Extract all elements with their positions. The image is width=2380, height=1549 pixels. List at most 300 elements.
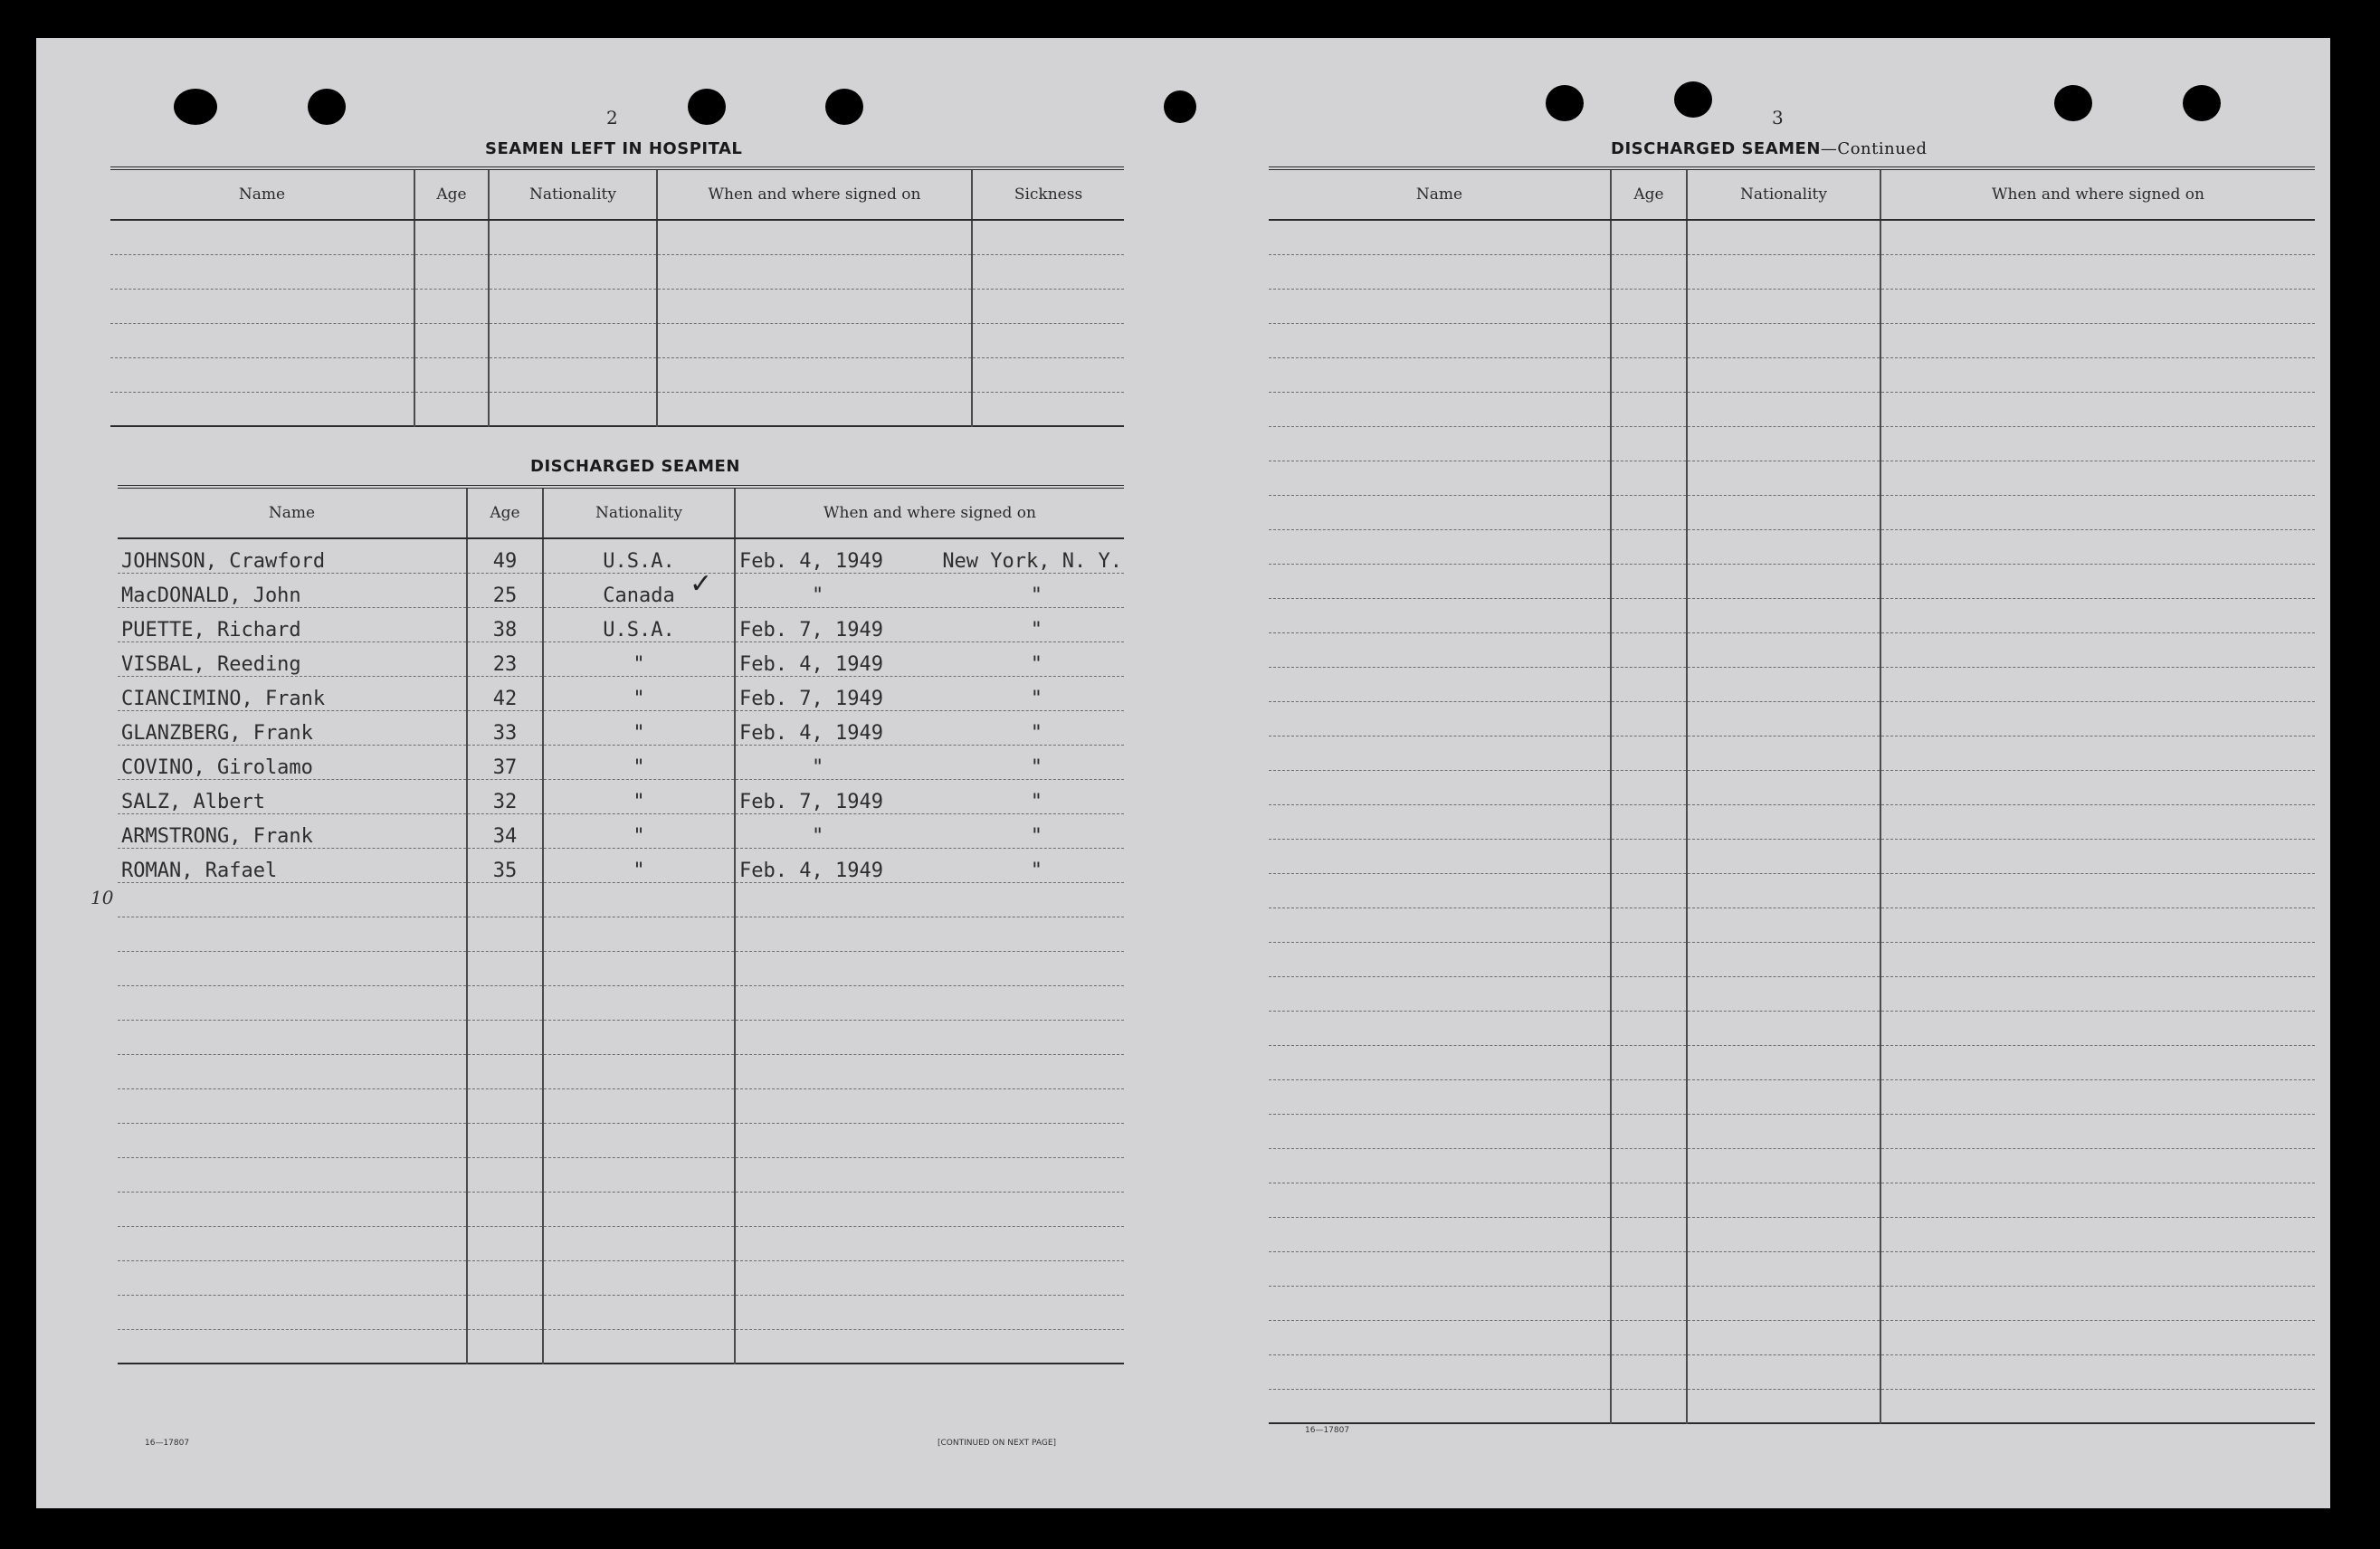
blank-cell bbox=[1687, 220, 1880, 254]
blank-cell bbox=[1880, 1079, 2315, 1114]
column-header-nationality: Nationality bbox=[489, 168, 657, 220]
blank-cell bbox=[1611, 1217, 1687, 1251]
seaman-name: GLANZBERG, Frank bbox=[118, 710, 467, 745]
seaman-age: 37 bbox=[467, 745, 543, 779]
seaman-age: 42 bbox=[467, 676, 543, 710]
blank-cell bbox=[1880, 1045, 2315, 1079]
blank-cell bbox=[1269, 220, 1611, 254]
discharged-table bbox=[118, 485, 1124, 1364]
seaman-nationality: " bbox=[543, 848, 735, 882]
signed-on-cell bbox=[735, 607, 1124, 641]
blank-cell bbox=[1611, 804, 1687, 839]
paper-sheet bbox=[36, 38, 2330, 1508]
check-mark-icon: ✓ bbox=[690, 568, 713, 600]
blank-cell bbox=[1687, 1354, 1880, 1389]
punch-hole bbox=[2054, 85, 2092, 121]
column-header-age: Age bbox=[1611, 168, 1687, 220]
blank-cell bbox=[467, 1020, 543, 1054]
seaman-age: 38 bbox=[467, 607, 543, 641]
blank-cell bbox=[1687, 323, 1880, 357]
blank-cell bbox=[414, 220, 489, 254]
blank-cell bbox=[1687, 426, 1880, 461]
blank-cell bbox=[467, 1295, 543, 1329]
seaman-nationality: " bbox=[543, 641, 735, 676]
blank-cell bbox=[1687, 254, 1880, 289]
blank-cell bbox=[118, 1295, 467, 1329]
blank-cell bbox=[1611, 1320, 1687, 1354]
blank-cell bbox=[1269, 357, 1611, 392]
table-row bbox=[1269, 1148, 2315, 1183]
blank-cell bbox=[1269, 736, 1611, 770]
blank-cell bbox=[1687, 1011, 1880, 1045]
blank-cell bbox=[543, 1088, 735, 1123]
blank-cell bbox=[1611, 357, 1687, 392]
blank-cell bbox=[1880, 736, 2315, 770]
table-row bbox=[110, 289, 1124, 323]
blank-cell bbox=[1269, 804, 1611, 839]
blank-cell bbox=[972, 323, 1124, 357]
blank-cell bbox=[543, 1260, 735, 1295]
blank-cell bbox=[1269, 323, 1611, 357]
table-row bbox=[110, 220, 1124, 254]
blank-cell bbox=[118, 1260, 467, 1295]
blank-cell bbox=[1611, 529, 1687, 564]
signed-on-date: Feb. 4, 1949 bbox=[739, 549, 883, 573]
blank-cell bbox=[1880, 1011, 2315, 1045]
blank-cell bbox=[543, 1226, 735, 1260]
seaman-name: CIANCIMINO, Frank bbox=[118, 676, 467, 710]
blank-cell bbox=[118, 882, 467, 917]
seaman-age: 49 bbox=[467, 538, 543, 573]
blank-cell bbox=[110, 220, 414, 254]
blank-cell bbox=[414, 323, 489, 357]
blank-cell bbox=[489, 357, 657, 392]
signed-on-date: " bbox=[812, 824, 824, 848]
blank-cell bbox=[1611, 495, 1687, 529]
discharged-section-title: DISCHARGED SEAMEN bbox=[530, 457, 740, 476]
blank-cell bbox=[1880, 1354, 2315, 1389]
blank-cell bbox=[1880, 873, 2315, 908]
blank-cell bbox=[489, 220, 657, 254]
blank-cell bbox=[1611, 220, 1687, 254]
blank-cell bbox=[414, 357, 489, 392]
blank-cell bbox=[118, 985, 467, 1020]
blank-cell bbox=[118, 1088, 467, 1123]
column-header-age: Age bbox=[414, 168, 489, 220]
blank-cell bbox=[735, 1157, 1124, 1192]
blank-cell bbox=[1611, 632, 1687, 667]
seaman-nationality: " bbox=[543, 676, 735, 710]
punch-hole bbox=[1674, 81, 1712, 118]
signed-on-date: " bbox=[812, 755, 824, 779]
table-row bbox=[118, 985, 1124, 1020]
table-row bbox=[1269, 1114, 2315, 1148]
blank-cell bbox=[1269, 598, 1611, 632]
blank-cell bbox=[1880, 770, 2315, 804]
blank-cell bbox=[735, 951, 1124, 985]
blank-cell bbox=[110, 392, 414, 426]
blank-cell bbox=[1880, 1389, 2315, 1423]
blank-cell bbox=[1687, 1251, 1880, 1286]
blank-cell bbox=[1611, 564, 1687, 598]
table-row bbox=[118, 573, 1124, 607]
blank-cell bbox=[1880, 632, 2315, 667]
signed-on-place: " bbox=[1030, 755, 1042, 779]
blank-cell bbox=[657, 357, 972, 392]
blank-cell bbox=[1880, 1148, 2315, 1183]
column-header-sickness: Sickness bbox=[972, 168, 1124, 220]
table-row bbox=[1269, 1183, 2315, 1217]
blank-cell bbox=[1880, 220, 2315, 254]
blank-cell bbox=[1880, 667, 2315, 701]
continued-table bbox=[1269, 166, 2315, 1424]
signed-on-date: Feb. 4, 1949 bbox=[739, 652, 883, 676]
blank-cell bbox=[1687, 1389, 1880, 1423]
seaman-age: 34 bbox=[467, 813, 543, 848]
blank-cell bbox=[1611, 1251, 1687, 1286]
blank-cell bbox=[1611, 770, 1687, 804]
table-row bbox=[1269, 495, 2315, 529]
table-row bbox=[1269, 839, 2315, 873]
table-row bbox=[1269, 1011, 2315, 1045]
blank-cell bbox=[1687, 839, 1880, 873]
blank-cell bbox=[1611, 976, 1687, 1011]
blank-cell bbox=[1687, 804, 1880, 839]
table-row bbox=[118, 1329, 1124, 1364]
blank-cell bbox=[1687, 873, 1880, 908]
blank-cell bbox=[414, 392, 489, 426]
continued-section-title bbox=[1611, 139, 1927, 158]
blank-cell bbox=[657, 254, 972, 289]
blank-cell bbox=[1687, 1079, 1880, 1114]
blank-cell bbox=[467, 1157, 543, 1192]
blank-cell bbox=[1611, 1183, 1687, 1217]
signed-on-cell bbox=[735, 641, 1124, 676]
blank-cell bbox=[1269, 1045, 1611, 1079]
blank-cell bbox=[1269, 1217, 1611, 1251]
blank-cell bbox=[1687, 564, 1880, 598]
blank-cell bbox=[1687, 976, 1880, 1011]
table-row bbox=[1269, 1389, 2315, 1423]
table-row bbox=[1269, 564, 2315, 598]
blank-cell bbox=[1687, 701, 1880, 736]
blank-cell bbox=[1611, 1389, 1687, 1423]
seaman-name: ROMAN, Rafael bbox=[118, 848, 467, 882]
column-header-name: Name bbox=[1269, 168, 1611, 220]
seaman-name: COVINO, Girolamo bbox=[118, 745, 467, 779]
hospital-table-header bbox=[110, 168, 1124, 220]
blank-cell bbox=[543, 951, 735, 985]
blank-cell bbox=[1880, 839, 2315, 873]
signed-on-place: New York, N. Y. bbox=[942, 549, 1122, 573]
punch-hole bbox=[174, 89, 217, 125]
seaman-age: 25 bbox=[467, 573, 543, 607]
signed-on-place: " bbox=[1030, 859, 1042, 882]
signed-on-place: " bbox=[1030, 790, 1042, 813]
seaman-name: SALZ, Albert bbox=[118, 779, 467, 813]
table-row bbox=[110, 254, 1124, 289]
column-header-age: Age bbox=[467, 487, 543, 538]
table-row bbox=[1269, 976, 2315, 1011]
signed-on-cell bbox=[735, 848, 1124, 882]
blank-cell bbox=[1269, 1389, 1611, 1423]
column-header-signed-on: When and where signed on bbox=[735, 487, 1124, 538]
blank-cell bbox=[735, 1088, 1124, 1123]
table-row bbox=[118, 813, 1124, 848]
blank-cell bbox=[1880, 1217, 2315, 1251]
table-row bbox=[1269, 426, 2315, 461]
table-row bbox=[110, 392, 1124, 426]
blank-cell bbox=[118, 951, 467, 985]
table-row bbox=[118, 951, 1124, 985]
blank-cell bbox=[972, 357, 1124, 392]
signed-on-cell bbox=[735, 676, 1124, 710]
blank-cell bbox=[735, 1295, 1124, 1329]
blank-cell bbox=[1269, 529, 1611, 564]
blank-cell bbox=[1687, 632, 1880, 667]
seaman-name: VISBAL, Reeding bbox=[118, 641, 467, 676]
signed-on-cell bbox=[735, 573, 1124, 607]
signed-on-place: " bbox=[1030, 584, 1042, 607]
table-row bbox=[110, 357, 1124, 392]
seaman-name: MacDONALD, John bbox=[118, 573, 467, 607]
blank-cell bbox=[1880, 357, 2315, 392]
table-row bbox=[1269, 598, 2315, 632]
blank-cell bbox=[1687, 770, 1880, 804]
signed-on-cell bbox=[735, 745, 1124, 779]
blank-cell bbox=[1269, 873, 1611, 908]
blank-cell bbox=[1880, 942, 2315, 976]
blank-cell bbox=[543, 917, 735, 951]
blank-cell bbox=[1269, 976, 1611, 1011]
table-row bbox=[118, 882, 1124, 917]
table-row bbox=[1269, 873, 2315, 908]
blank-cell bbox=[735, 1329, 1124, 1364]
blank-cell bbox=[1269, 770, 1611, 804]
blank-cell bbox=[1880, 564, 2315, 598]
punch-hole bbox=[1546, 85, 1584, 121]
blank-cell bbox=[118, 1226, 467, 1260]
table-row bbox=[118, 1123, 1124, 1157]
blank-cell bbox=[467, 1260, 543, 1295]
blank-cell bbox=[1880, 254, 2315, 289]
blank-cell bbox=[110, 254, 414, 289]
seaman-nationality: U.S.A. bbox=[543, 538, 735, 573]
table-row bbox=[118, 1226, 1124, 1260]
column-header-name: Name bbox=[118, 487, 467, 538]
blank-cell bbox=[1880, 1251, 2315, 1286]
seaman-nationality: " bbox=[543, 779, 735, 813]
blank-cell bbox=[735, 985, 1124, 1020]
seaman-name: JOHNSON, Crawford bbox=[118, 538, 467, 573]
table-row bbox=[118, 538, 1124, 573]
table-row bbox=[118, 745, 1124, 779]
blank-cell bbox=[1611, 839, 1687, 873]
blank-cell bbox=[1880, 1286, 2315, 1320]
table-row bbox=[1269, 1217, 2315, 1251]
blank-cell bbox=[1687, 942, 1880, 976]
blank-cell bbox=[543, 1123, 735, 1157]
blank-cell bbox=[1880, 976, 2315, 1011]
blank-cell bbox=[1611, 701, 1687, 736]
blank-cell bbox=[543, 1157, 735, 1192]
table-row bbox=[110, 323, 1124, 357]
blank-cell bbox=[489, 289, 657, 323]
blank-cell bbox=[1687, 1183, 1880, 1217]
blank-cell bbox=[1687, 667, 1880, 701]
blank-cell bbox=[657, 289, 972, 323]
continued-table-header bbox=[1269, 168, 2315, 220]
blank-cell bbox=[1880, 908, 2315, 942]
blank-cell bbox=[110, 323, 414, 357]
blank-cell bbox=[1611, 1079, 1687, 1114]
blank-cell bbox=[1687, 357, 1880, 392]
blank-cell bbox=[543, 1020, 735, 1054]
blank-cell bbox=[1269, 942, 1611, 976]
blank-cell bbox=[1269, 1148, 1611, 1183]
blank-cell bbox=[1880, 529, 2315, 564]
blank-cell bbox=[1269, 1183, 1611, 1217]
signed-on-date: Feb. 4, 1949 bbox=[739, 721, 883, 745]
table-row bbox=[118, 917, 1124, 951]
blank-cell bbox=[118, 1123, 467, 1157]
table-row bbox=[1269, 942, 2315, 976]
table-row bbox=[1269, 770, 2315, 804]
blank-cell bbox=[1687, 392, 1880, 426]
blank-cell bbox=[467, 1329, 543, 1364]
blank-cell bbox=[1687, 1045, 1880, 1079]
table-row bbox=[118, 676, 1124, 710]
blank-cell bbox=[657, 323, 972, 357]
signed-on-cell bbox=[735, 813, 1124, 848]
blank-cell bbox=[467, 1088, 543, 1123]
blank-cell bbox=[1269, 1354, 1611, 1389]
blank-cell bbox=[735, 882, 1124, 917]
blank-cell bbox=[1269, 1320, 1611, 1354]
blank-cell bbox=[1269, 392, 1611, 426]
table-row bbox=[1269, 1079, 2315, 1114]
table-row bbox=[1269, 289, 2315, 323]
blank-cell bbox=[735, 1123, 1124, 1157]
blank-cell bbox=[1880, 1320, 2315, 1354]
blank-cell bbox=[1687, 598, 1880, 632]
blank-cell bbox=[1687, 1320, 1880, 1354]
blank-cell bbox=[1687, 289, 1880, 323]
blank-cell bbox=[467, 951, 543, 985]
seaman-age: 35 bbox=[467, 848, 543, 882]
blank-cell bbox=[1687, 736, 1880, 770]
blank-cell bbox=[972, 392, 1124, 426]
blank-cell bbox=[1269, 461, 1611, 495]
seaman-age: 33 bbox=[467, 710, 543, 745]
table-row bbox=[1269, 461, 2315, 495]
blank-cell bbox=[414, 254, 489, 289]
blank-cell bbox=[1880, 495, 2315, 529]
blank-cell bbox=[735, 917, 1124, 951]
column-header-signed-on: When and where signed on bbox=[1880, 168, 2315, 220]
signed-on-place: " bbox=[1030, 721, 1042, 745]
signed-on-place: " bbox=[1030, 652, 1042, 676]
blank-cell bbox=[489, 323, 657, 357]
blank-cell bbox=[489, 392, 657, 426]
blank-cell bbox=[414, 289, 489, 323]
table-row bbox=[1269, 357, 2315, 392]
blank-cell bbox=[657, 392, 972, 426]
punch-hole bbox=[1164, 90, 1196, 123]
blank-cell bbox=[1269, 426, 1611, 461]
blank-cell bbox=[467, 985, 543, 1020]
page-number-left: 2 bbox=[606, 107, 618, 128]
table-row bbox=[1269, 1320, 2315, 1354]
blank-cell bbox=[1611, 736, 1687, 770]
table-row bbox=[118, 641, 1124, 676]
blank-cell bbox=[1611, 908, 1687, 942]
blank-cell bbox=[1611, 1045, 1687, 1079]
seaman-age: 23 bbox=[467, 641, 543, 676]
seaman-name: PUETTE, Richard bbox=[118, 607, 467, 641]
blank-cell bbox=[1880, 804, 2315, 839]
blank-cell bbox=[1611, 1354, 1687, 1389]
blank-cell bbox=[118, 1020, 467, 1054]
seaman-nationality: Canada bbox=[543, 573, 735, 607]
blank-cell bbox=[1269, 289, 1611, 323]
blank-cell bbox=[118, 917, 467, 951]
continued-title-suffix: —Continued bbox=[1820, 139, 1928, 158]
blank-cell bbox=[1269, 564, 1611, 598]
blank-cell bbox=[543, 985, 735, 1020]
blank-cell bbox=[1687, 1217, 1880, 1251]
blank-cell bbox=[1880, 701, 2315, 736]
column-header-signed-on: When and where signed on bbox=[657, 168, 972, 220]
blank-cell bbox=[118, 1329, 467, 1364]
seaman-nationality: " bbox=[543, 813, 735, 848]
table-row bbox=[1269, 323, 2315, 357]
table-row bbox=[118, 710, 1124, 745]
seaman-name: ARMSTRONG, Frank bbox=[118, 813, 467, 848]
blank-cell bbox=[1269, 1286, 1611, 1320]
table-row bbox=[1269, 701, 2315, 736]
blank-cell bbox=[1880, 289, 2315, 323]
blank-cell bbox=[1880, 598, 2315, 632]
column-header-nationality: Nationality bbox=[543, 487, 735, 538]
seaman-nationality: " bbox=[543, 710, 735, 745]
blank-cell bbox=[543, 882, 735, 917]
blank-cell bbox=[1611, 289, 1687, 323]
blank-cell bbox=[1611, 392, 1687, 426]
blank-cell bbox=[1269, 839, 1611, 873]
blank-cell bbox=[1611, 942, 1687, 976]
blank-cell bbox=[1687, 495, 1880, 529]
blank-cell bbox=[1269, 908, 1611, 942]
blank-cell bbox=[735, 1020, 1124, 1054]
table-row bbox=[1269, 529, 2315, 564]
blank-cell bbox=[1611, 873, 1687, 908]
punch-hole bbox=[688, 89, 726, 125]
blank-cell bbox=[543, 1329, 735, 1364]
signed-on-date: " bbox=[812, 584, 824, 607]
discharged-table-header bbox=[118, 487, 1124, 538]
signed-on-cell bbox=[735, 538, 1124, 573]
seaman-nationality: " bbox=[543, 745, 735, 779]
blank-cell bbox=[1611, 1148, 1687, 1183]
table-row bbox=[1269, 392, 2315, 426]
table-row bbox=[1269, 1045, 2315, 1079]
table-row bbox=[1269, 632, 2315, 667]
blank-cell bbox=[1269, 701, 1611, 736]
signed-on-date: Feb. 7, 1949 bbox=[739, 618, 883, 641]
table-row bbox=[1269, 908, 2315, 942]
blank-cell bbox=[467, 1123, 543, 1157]
